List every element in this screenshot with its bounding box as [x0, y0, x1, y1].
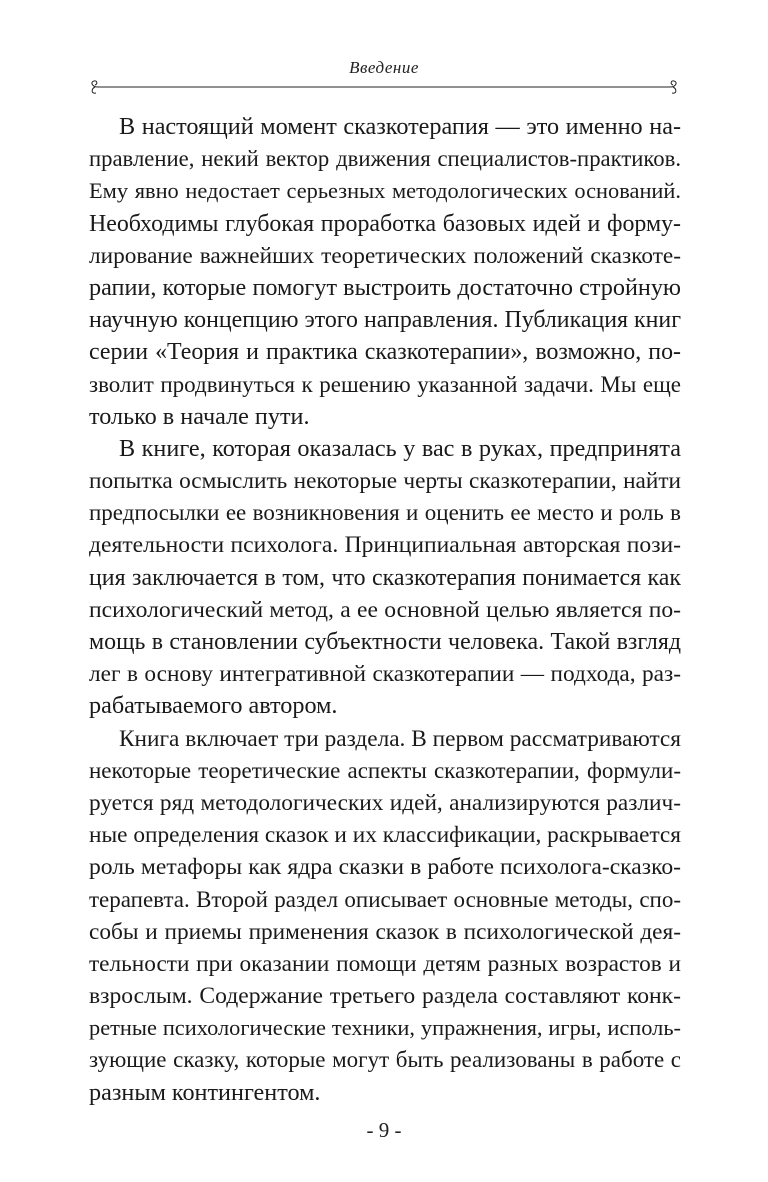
text-line: Ему явно недостает серьезных методологических оснований. — [89, 178, 681, 204]
text-line: Необходимы глубокая проработка базовых идей и форму- — [89, 210, 681, 237]
text-line: В книге, которая оказалась у вас в руках, предпринята — [119, 434, 681, 462]
text-line: терапевта. Второй раздел описывает основные методы, спо- — [89, 886, 681, 912]
header-ornamental-rule — [88, 78, 680, 100]
running-head-title: Введение — [349, 58, 419, 77]
text-line: ные определения сказок и их классификации, раскрывается — [89, 822, 681, 849]
text-line: взрослым. Содержание третьего раздела составляют конк- — [89, 983, 681, 1010]
text-line: предпосылки ее возникновения и оценить ее место и роль в — [89, 500, 681, 526]
text-line: некоторые теоретические аспекты сказкотерапии, формули- — [89, 757, 681, 783]
text-line: собы и приемы применения сказок в психологической дея- — [89, 918, 681, 945]
text-line: правление, некий вектор движения специалистов-практиков. — [89, 146, 681, 172]
text-line: Книга включает три раздела. В первом рассматриваются — [119, 725, 681, 752]
body-text — [89, 111, 681, 1109]
text-line: зволит продвинуться к решению указанной задачи. Мы еще — [89, 371, 681, 397]
page-number: - 9 - — [366, 1118, 402, 1142]
text-line: руется ряд методологических идей, анализируются различ- — [89, 789, 681, 816]
text-line: тельности при оказании помощи детям разных возрастов и — [89, 950, 681, 977]
paragraph-3 — [89, 723, 681, 1109]
text-line: лег в основу интегративной сказкотерапии — подхода, раз- — [89, 661, 681, 688]
text-line: рапии, которые помогут выстроить достаточно стройную — [89, 273, 681, 301]
text-line: В настоящий момент сказкотерапия — это именно на- — [119, 113, 681, 140]
text-line: ретные психологические техники, упражнения, игры, исполь- — [89, 1015, 681, 1041]
text-line: рабатываемого автором. — [89, 692, 338, 720]
text-line: деятельности психолога. Принципиальная авторская пози- — [89, 532, 681, 559]
text-line: зующие сказку, которые могут быть реализованы в работе с — [89, 1047, 681, 1073]
text-line: лирование важнейших теоретических положений сказкоте- — [89, 242, 681, 269]
text-line: психологический метод, а ее основной целью является по- — [89, 596, 681, 623]
text-line: попытка осмыслить некоторые черты сказкотерапии, найти — [89, 468, 681, 495]
text-line: роль метафоры как ядра сказки в работе психолога-сказко- — [89, 854, 681, 881]
text-line: разным контингентом. — [89, 1078, 321, 1106]
text-line: только в начале пути. — [89, 402, 310, 430]
text-line: серии «Теория и практика сказкотерапии», возможно, по- — [89, 339, 681, 366]
text-line: мощь в становлении субъектности человека. Такой взгляд — [89, 629, 681, 655]
paragraph-2 — [89, 433, 681, 723]
paragraph-1 — [89, 111, 681, 433]
text-line: ция заключается в том, что сказкотерапия понимается как — [89, 564, 681, 591]
text-line: научную концепцию этого направления. Публикация книг — [89, 307, 681, 334]
